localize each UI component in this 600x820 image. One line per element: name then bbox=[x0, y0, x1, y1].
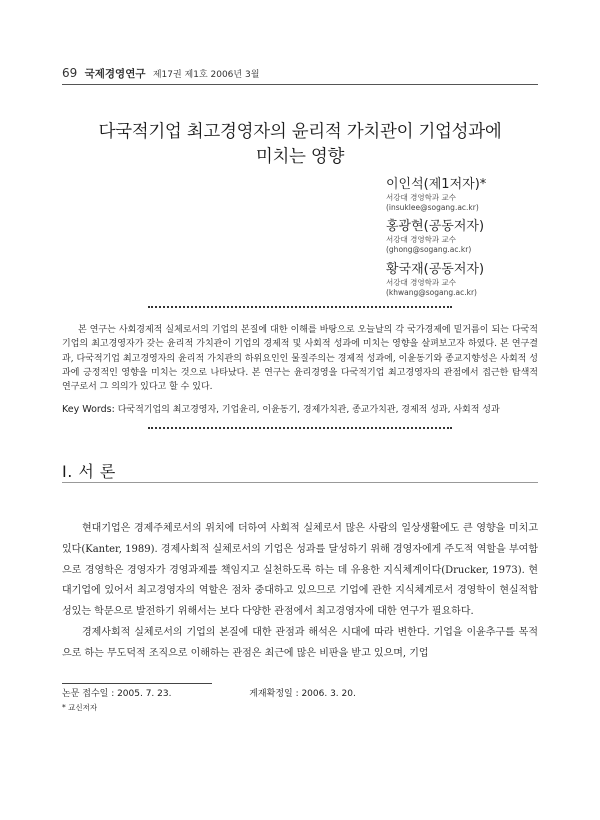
journal-volume: 제17권 제1호 2006년 3월 bbox=[152, 70, 260, 80]
author-3 bbox=[386, 262, 546, 298]
author-name: 이인석(제1저자)* bbox=[386, 177, 487, 192]
page-number: 69 bbox=[62, 66, 78, 80]
corresponding-note: * 교신저자 bbox=[62, 703, 98, 712]
title-line-1: 다국적기업 최고경영자의 윤리적 가치관이 기업성과에 bbox=[98, 122, 502, 142]
paper-title bbox=[60, 120, 540, 170]
footnote-rule bbox=[62, 683, 212, 684]
section-rule bbox=[62, 482, 538, 483]
abstract-text: 본 연구는 사회경제적 실체로서의 기업의 본질에 대한 이해를 바탕으로 오늘날의 각 국가경제에 밑거름이 되는 다국적기업의 최고경영자가 갖는 윤리적 가치관이 기업의 경제적 및 사회적 성과에 미치는 영향을 살펴보고자 하였다. 본 연구결과, 다국적기업 최고경영자의 윤리적 가치관의 하위요인인 물질주의는 경제적 성과에, 이윤동기와 종교지향성은 사회적 성과에 긍정적인 영향을 미치는 것으로 나타났다. 본 연구는 윤리경영을 다국적기업 최고경영자의 관점에서 접근한 탐색적 연구로서 그 의의가 있다고 할 수 있다. bbox=[62, 325, 538, 393]
body-paragraph-1: 현대기업은 경제주체로서의 위치에 더하여 사회적 실체로서 많은 사람의 일상생활에도 큰 영향을 미치고 있다(Kanter, 1989). 경제사회적 실체로서의 기업은 성과를 달성하기 위해 경영자에게 주도적 역할을 부여함으로 경영학은 경영자가 경영과제를 책임지고 실천하도록 하는 데 유용한 지식체계이다(Drucker, 1973). 현대기업에 있어서 최고경영자의 역할은 점차 중대하고 있으므로 기업에 관한 지식체계로서 경영학이 현실적합성있는 학문으로 발전하기 위해서는 보다 다양한 관점에서 최고경영자에 대한 연구가 필요하다. bbox=[62, 523, 538, 618]
author-email: (ghong@sogang.ac.kr) bbox=[386, 245, 472, 254]
running-head bbox=[62, 66, 259, 81]
author-email: (khwang@sogang.ac.kr) bbox=[386, 288, 477, 297]
body-text bbox=[62, 519, 538, 665]
author-2 bbox=[386, 219, 546, 255]
abstract-top-divider bbox=[148, 306, 452, 308]
keywords bbox=[62, 404, 538, 416]
author-1 bbox=[386, 177, 546, 213]
footnote bbox=[62, 688, 538, 714]
keywords-label: Key Words: bbox=[62, 404, 115, 415]
body-paragraph-2: 경제사회적 실체로서의 기업의 본질에 대한 관점과 해석은 시대에 따라 변한다. 기업을 이윤추구를 목적으로 하는 무도덕적 조직으로 이해하는 관점은 최근에 많은 비판을 받고 있으며, 기업 bbox=[62, 626, 538, 659]
journal-name: 국제경영연구 bbox=[84, 68, 146, 80]
title-line-2: 미치는 영향 bbox=[255, 147, 345, 167]
author-name: 황국재(공동저자) bbox=[386, 262, 485, 277]
received-date: 논문 접수일 : 2005. 7. 23. bbox=[62, 689, 172, 699]
author-email: (insuklee@sogang.ac.kr) bbox=[386, 203, 479, 212]
keywords-terms: 다국적기업의 최고경영자, 기업윤리, 이윤동기, 경제가치관, 종교가치관, 경제적 성과, 사회적 성과 bbox=[117, 405, 500, 415]
header-rule bbox=[62, 84, 538, 85]
author-name: 홍광현(공동저자) bbox=[386, 219, 485, 234]
author-affiliation: 서강대 경영학과 교수 bbox=[386, 235, 456, 244]
author-affiliation: 서강대 경영학과 교수 bbox=[386, 278, 456, 287]
accepted-date: 게재확정일 : 2006. 3. 20. bbox=[249, 689, 356, 699]
abstract-bottom-divider bbox=[148, 427, 452, 429]
section-heading: Ⅰ. 서 론 bbox=[62, 462, 116, 481]
author-affiliation: 서강대 경영학과 교수 bbox=[386, 193, 456, 202]
